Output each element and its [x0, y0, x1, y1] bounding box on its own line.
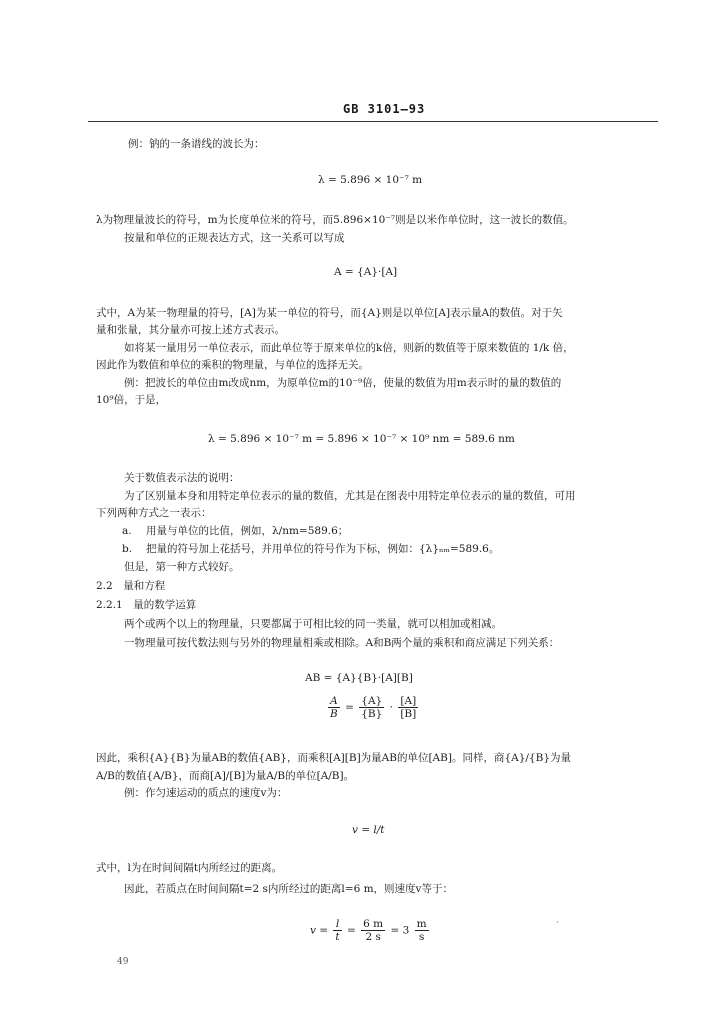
paragraph-line: 为了区别量本身和用特定单位表示的量的数值，尤其是在图表中用特定单位表示的量的数值，可用 — [124, 490, 576, 502]
list-marker: b. — [122, 543, 133, 555]
page-number: 49 — [117, 957, 129, 967]
paragraph-line: 10⁹倍，于是， — [96, 394, 167, 406]
paragraph-line: A/B的数值{A/B}，而商[A]/[B]为量A/B的单位[A/B]。 — [96, 770, 355, 782]
paragraph-line: 式中，A为某一物理量的符号，[A]为某一单位的符号，而{A}则是以单位[A]表示量A的数值。对于矢 — [96, 307, 563, 319]
fraction: $\frac{A}{B}$ — [330, 695, 338, 720]
list-item: 把量的符号加上花括号，并用单位的符号作为下标，例如：{λ}ₙₘ=589.6。 — [146, 543, 500, 555]
paragraph-line: 但是，第一种方式较好。 — [124, 561, 240, 573]
paragraph-line: 量和张量，其分量亦可按上述方式表示。 — [96, 324, 285, 336]
fraction: $\frac{\{A\}}{\{B\}}$ — [361, 695, 383, 720]
paragraph-line: 按量和单位的正规表达方式，这一关系可以写成 — [124, 232, 345, 244]
equation-product: AB = {A}{B}·[A][B] — [305, 672, 413, 684]
paragraph-line: 因此作为数值和单位的乘积的物理量，与单位的选择无关。 — [96, 359, 369, 371]
equation-wavelength: λ = 5.896 × 10⁻⁷ m — [318, 174, 423, 186]
subsection-heading: 2.2.1 量的数学运算 — [96, 599, 197, 611]
paragraph-line: 式中，l为在时间间隔t内所经过的距离。 — [96, 862, 283, 874]
fraction: $\frac{[A]}{[B]}$ — [400, 695, 417, 720]
section-heading: 2.2 量和方程 — [96, 580, 166, 592]
standard-header: GB 3101—93 — [343, 102, 426, 116]
paragraph-line: 一物理量可按代数法则与另外的物理量相乘或相除。A和B两个量的乘积和商应满足下列关系： — [124, 637, 560, 649]
fraction: $\frac{l}{t}$ — [335, 918, 340, 943]
equation-velocity-value: v = $\frac{l}{t}$ = $\frac{6 m}{2 s}$ = 3 $\frac{m}{s}$ — [310, 918, 427, 943]
list-marker: a. — [122, 525, 132, 537]
example-line: 例：钠的一条谱线的波长为： — [128, 138, 265, 150]
equation-velocity: v = l/t — [352, 824, 385, 836]
paragraph-line: 关于数值表示法的说明： — [124, 472, 240, 484]
scan-speck: · — [556, 918, 559, 927]
paragraph-line: λ为物理量波长的符号，m为长度单位米的符号，而5.896×10⁻⁷则是以米作单位时，这一波长的数值。 — [96, 214, 574, 226]
paragraph-line: 例：作匀速运动的质点的速度v为： — [124, 787, 288, 799]
equation-quantity: A = {A}·[A] — [334, 266, 398, 278]
fraction: $\frac{m}{s}$ — [416, 918, 427, 943]
equation-conversion: λ = 5.896 × 10⁻⁷ m = 5.896 × 10⁻⁷ × 10⁹ nm = 589.6 nm — [208, 433, 515, 445]
paragraph-line: 因此，若质点在时间间隔t=2 s内所经过的距离l=6 m，则速度v等于： — [124, 883, 453, 895]
paragraph-line: 因此，乘积{A}{B}为量AB的数值{AB}，而乘积[A][B]为量AB的单位[AB]。同样，商{A}/{B}为量 — [96, 752, 572, 764]
paragraph-line: 例：把波长的单位由m改成nm，为原单位m的10⁻⁹倍，使量的数值为用m表示时的量的数值的 — [124, 377, 562, 389]
list-item: 用量与单位的比值，例如，λ/nm=589.6； — [146, 525, 349, 537]
paragraph-line: 两个或两个以上的物理量，只要都属于可相比较的同一类量，就可以相加或相减。 — [124, 618, 502, 630]
paragraph-line: 如将某一量用另一单位表示，而此单位等于原来单位的k倍，则新的数值等于原来数值的 1/k 倍， — [124, 342, 574, 354]
paragraph-line: 下列两种方式之一表示： — [96, 507, 212, 519]
equation-quotient: $\frac{A}{B}$ = $\frac{\{A\}}{\{B\}}$ · $\frac{[A]}{[B]}$ — [330, 695, 417, 720]
fraction: $\frac{6 m}{2 s}$ — [363, 918, 384, 943]
header-rule — [88, 121, 658, 122]
